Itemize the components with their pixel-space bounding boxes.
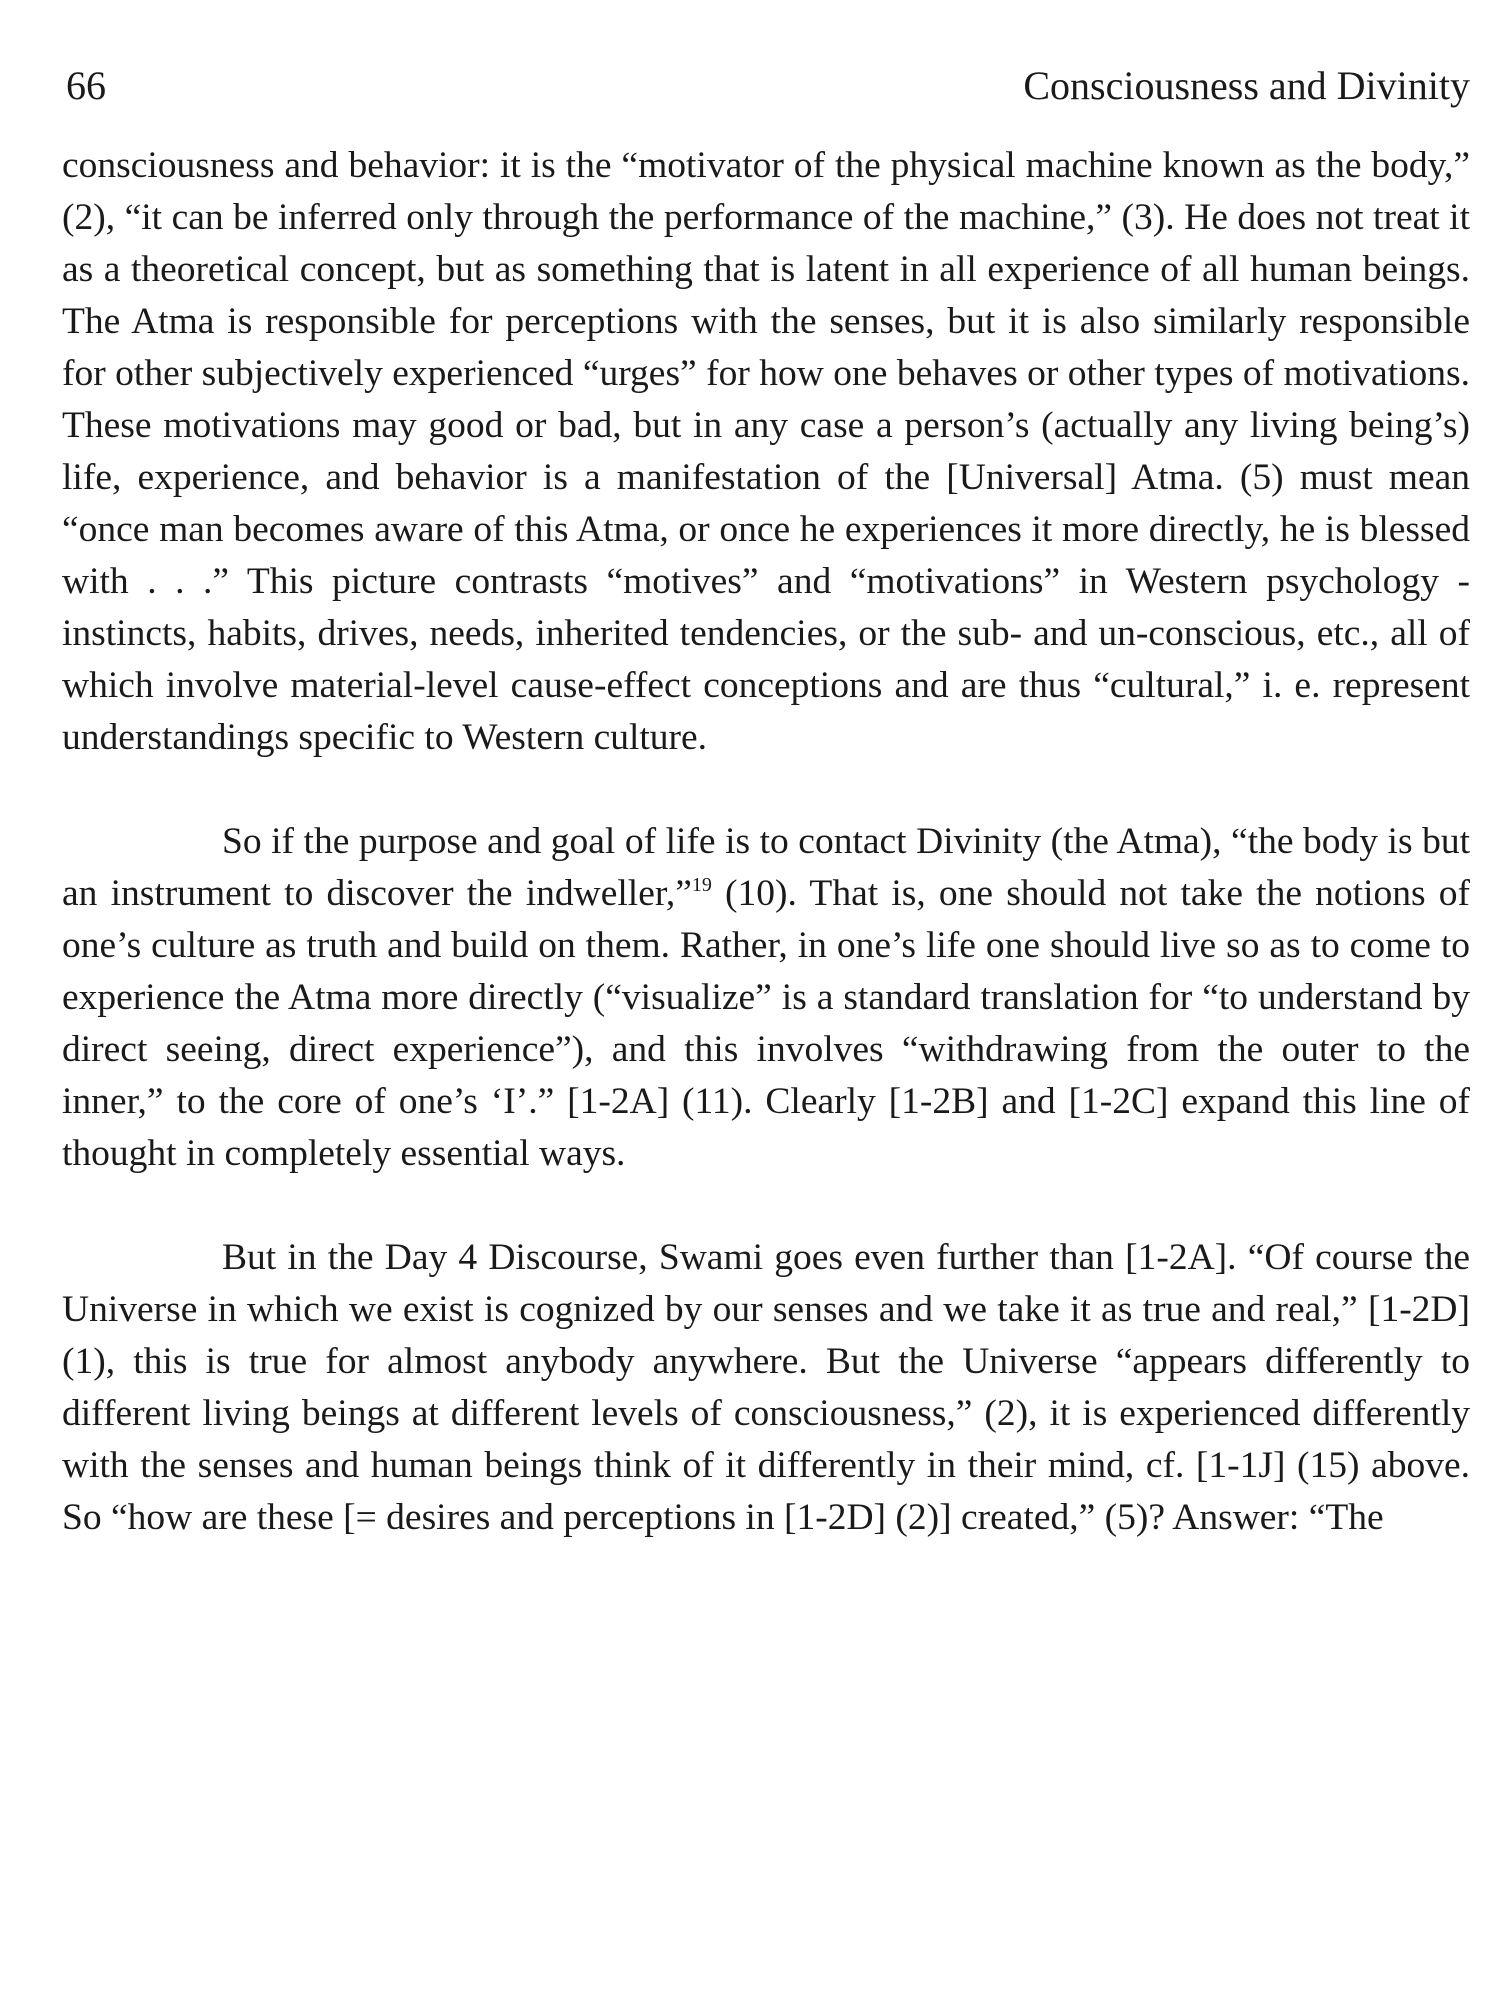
paragraph-2-text-a: So if the purpose and goal of life is to contact Divinity (the Atma), “the body is but an instrument to discover the indweller,”	[62, 821, 1470, 914]
page-header	[62, 50, 1470, 110]
paragraph-3: But in the Day 4 Discourse, Swami goes even further than [1-2A]. “Of course the Universe in which we exist is cognized by our senses and we take it as true and real,” [1-2D] (1), this is true for almost anybody anywhere. But the Universe “appears differently to different living beings at different levels of consciousness,” (2), it is experienced differently with the senses and human beings think of it differently in their mind, cf. [1-1J] (15) above. So “how are these [= desires and perceptions in [1-2D] (2)] created,” (5)? Answer: “The	[62, 1237, 1470, 1538]
body-text	[62, 140, 1470, 1544]
book-page	[62, 50, 1470, 1970]
page-number: 66	[66, 63, 106, 108]
paragraph-1: consciousness and behavior: it is the “motivator of the physical machine known as the body,” (2), “it can be inferred only through the performance of the machine,” (3). He does not treat it as a theoretical concept, but as something that is latent in all experience of all human beings. The Atma is responsible for perceptions with the senses, but it is also similarly responsible for other subjectively experienced “urges” for how one behaves or other types of motivations. These motivations may good or bad, but in any case a person’s (actually any living being’s) life, experience, and behavior is a manifestation of the [Universal] Atma. (5) must mean “once man becomes aware of this Atma, or once he experiences it more directly, he is blessed with . . .” This picture contrasts “motives” and “motivations” in Western psychology - instincts, habits, drives, needs, inherited tendencies, or the sub- and un-conscious, etc., all of which involve material-level cause-effect conceptions and are thus “cultural,” i. e. represent understandings specific to Western culture.	[62, 145, 1470, 758]
running-title: Consciousness and Divinity	[1023, 63, 1470, 108]
paragraph-2-text-b: (10). That is, one should not take the notions of one’s culture as truth and build on them. Rather, in one’s life one should live so as to come to experience the Atma more directly (“visualize” is a standard translation for “to understand by direct seeing, direct experience”), and this involves “withdrawing from the outer to the inner,” to the core of one’s ‘I’.” [1-2A] (11). Clearly [1-2B] and [1-2C] expand this line of thought in completely essential ways.	[62, 873, 1471, 1174]
paragraph-2	[62, 816, 1470, 1180]
footnote-marker[interactable]: 19	[691, 874, 712, 896]
